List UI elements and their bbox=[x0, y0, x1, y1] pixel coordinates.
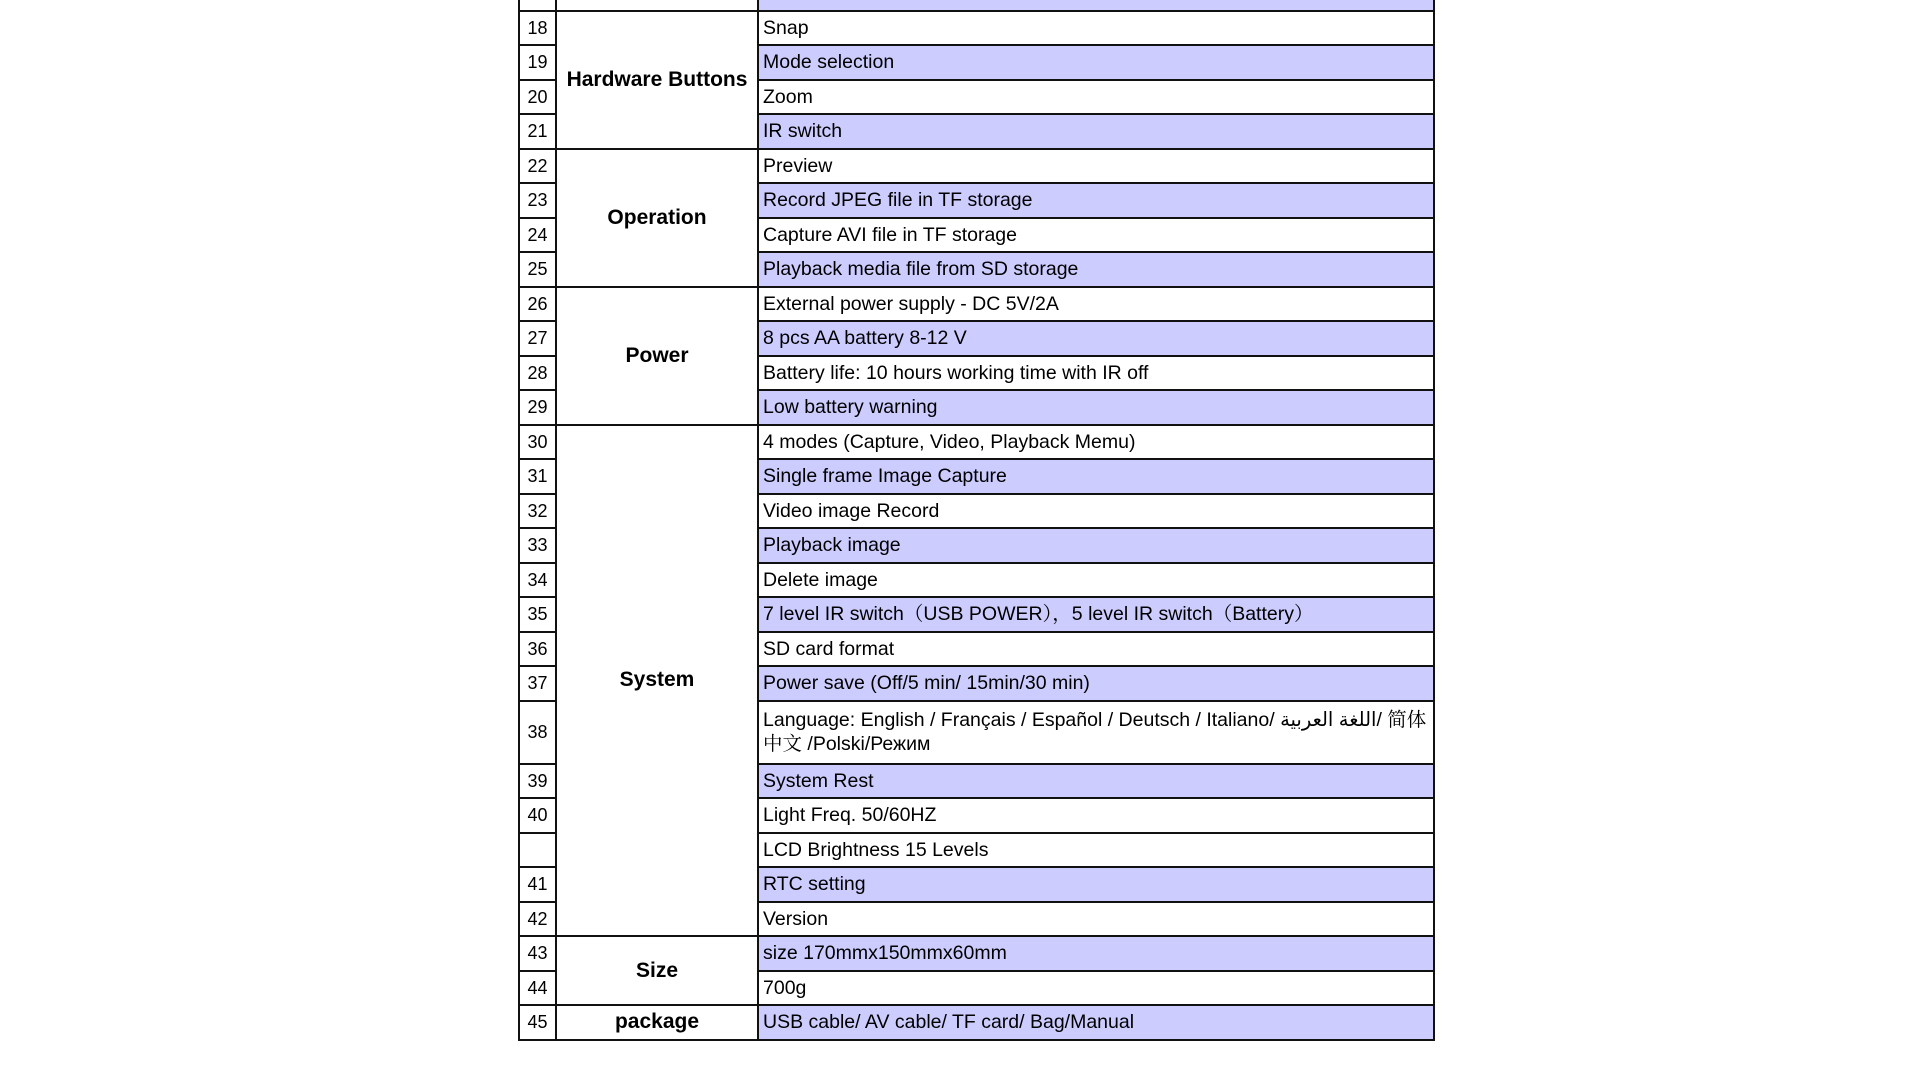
table-row bbox=[519, 287, 1434, 322]
table-row bbox=[519, 11, 1434, 46]
category-label: Power bbox=[556, 287, 758, 425]
row-number: 38 bbox=[519, 701, 556, 764]
row-number: 28 bbox=[519, 356, 556, 391]
category-label: Hardware Buttons bbox=[556, 11, 758, 149]
spec-value: USB cable/ AV cable/ TF card/ Bag/Manual bbox=[758, 1005, 1434, 1040]
spec-value: Low battery warning bbox=[758, 390, 1434, 425]
spec-value: Battery life: 10 hours working time with IR off bbox=[758, 356, 1434, 391]
spec-value bbox=[758, 0, 1434, 11]
row-number: 33 bbox=[519, 528, 556, 563]
spec-table-body bbox=[519, 0, 1434, 1040]
spec-value: Mode selection bbox=[758, 45, 1434, 80]
spec-value: Delete image bbox=[758, 563, 1434, 598]
category-label bbox=[556, 0, 758, 11]
spec-value: 7 level IR switch（USB POWER），5 level IR switch（Battery） bbox=[758, 597, 1434, 632]
row-number: 30 bbox=[519, 425, 556, 460]
spec-value: Playback media file from SD storage bbox=[758, 252, 1434, 287]
spec-value: Language: English / Français / Español / Deutsch / Italiano/ اللغة العربية/ 简体中文 /Polski/Режим bbox=[758, 701, 1434, 764]
spec-value: Power save (Off/5 min/ 15min/30 min) bbox=[758, 666, 1434, 701]
row-number: 19 bbox=[519, 45, 556, 80]
row-number: 31 bbox=[519, 459, 556, 494]
spec-value: SD card format bbox=[758, 632, 1434, 667]
row-number: 27 bbox=[519, 321, 556, 356]
spec-value: 700g bbox=[758, 971, 1434, 1006]
row-number: 45 bbox=[519, 1005, 556, 1040]
spec-value: size 170mmx150mmx60mm bbox=[758, 936, 1434, 971]
row-number: 22 bbox=[519, 149, 556, 184]
row-number: 44 bbox=[519, 971, 556, 1006]
spec-value: IR switch bbox=[758, 114, 1434, 149]
row-number: 34 bbox=[519, 563, 556, 598]
spec-value: RTC setting bbox=[758, 867, 1434, 902]
row-number: 20 bbox=[519, 80, 556, 115]
spec-value: Record JPEG file in TF storage bbox=[758, 183, 1434, 218]
row-number: 21 bbox=[519, 114, 556, 149]
spec-value: External power supply - DC 5V/2A bbox=[758, 287, 1434, 322]
row-number: 32 bbox=[519, 494, 556, 529]
table-row bbox=[519, 936, 1434, 971]
spec-value: Capture AVI file in TF storage bbox=[758, 218, 1434, 253]
spec-value: Video image Record bbox=[758, 494, 1434, 529]
category-label: System bbox=[556, 425, 758, 937]
spec-value: Playback image bbox=[758, 528, 1434, 563]
spec-value: 8 pcs AA battery 8-12 V bbox=[758, 321, 1434, 356]
row-number: 26 bbox=[519, 287, 556, 322]
category-label: Size bbox=[556, 936, 758, 1005]
spec-table bbox=[518, 0, 1435, 1041]
row-number: 29 bbox=[519, 390, 556, 425]
row-number: 35 bbox=[519, 597, 556, 632]
row-number bbox=[519, 0, 556, 11]
spec-value: LCD Brightness 15 Levels bbox=[758, 833, 1434, 868]
row-number: 39 bbox=[519, 764, 556, 799]
spec-value: Single frame Image Capture bbox=[758, 459, 1434, 494]
category-label: Operation bbox=[556, 149, 758, 287]
spec-value: Version bbox=[758, 902, 1434, 937]
row-number: 42 bbox=[519, 902, 556, 937]
table-row bbox=[519, 425, 1434, 460]
row-number: 24 bbox=[519, 218, 556, 253]
row-number: 25 bbox=[519, 252, 556, 287]
spec-value: Light Freq. 50/60HZ bbox=[758, 798, 1434, 833]
row-number: 43 bbox=[519, 936, 556, 971]
spec-value: Zoom bbox=[758, 80, 1434, 115]
spec-value: Preview bbox=[758, 149, 1434, 184]
row-number bbox=[519, 833, 556, 868]
spec-value: System Rest bbox=[758, 764, 1434, 799]
row-number: 40 bbox=[519, 798, 556, 833]
row-number: 23 bbox=[519, 183, 556, 218]
row-number: 18 bbox=[519, 11, 556, 46]
spec-value: 4 modes (Capture, Video, Playback Memu) bbox=[758, 425, 1434, 460]
table-row bbox=[519, 149, 1434, 184]
table-row bbox=[519, 1005, 1434, 1040]
row-number: 41 bbox=[519, 867, 556, 902]
table-row bbox=[519, 0, 1434, 11]
row-number: 36 bbox=[519, 632, 556, 667]
spec-value: Snap bbox=[758, 11, 1434, 46]
row-number: 37 bbox=[519, 666, 556, 701]
category-label: package bbox=[556, 1005, 758, 1040]
